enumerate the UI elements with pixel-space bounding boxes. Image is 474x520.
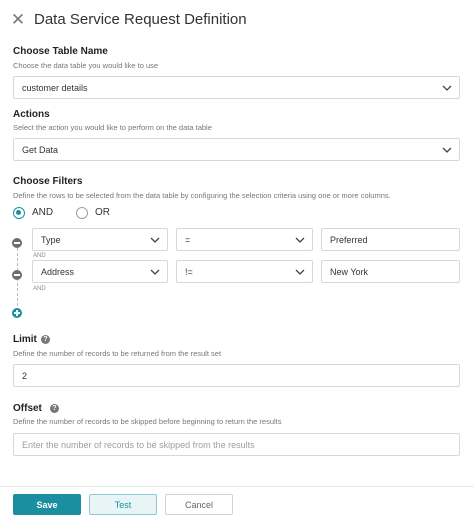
close-icon[interactable]: ✕: [10, 10, 26, 29]
actions-section-title: Actions: [13, 109, 50, 120]
offset-input[interactable]: [13, 433, 460, 456]
chevron-down-icon: [150, 235, 160, 245]
action-select[interactable]: [13, 138, 460, 161]
limit-help-icon[interactable]: ?: [41, 335, 50, 344]
dialog-title: Data Service Request Definition: [34, 11, 247, 28]
table-section-title: Choose Table Name: [13, 46, 108, 57]
chevron-down-icon: [442, 83, 452, 93]
chevron-down-icon: [295, 235, 305, 245]
filter-2-column-select[interactable]: [32, 260, 168, 283]
offset-section-description: Define the number of records to be skipped before beginning to return the results: [13, 417, 282, 426]
filter-1-operator-select[interactable]: [176, 228, 313, 251]
limit-section-description: Define the number of records to be returned from the result set: [13, 349, 222, 358]
filter-2-operator-value: !=: [185, 266, 193, 277]
filters-section-description: Define the rows to be selected from the data table by configuring the selection criteria using one or more columns.: [13, 191, 391, 200]
filter-1-column-select[interactable]: [32, 228, 168, 251]
filter-1-operator-value: =: [185, 234, 191, 245]
save-button[interactable]: Save: [13, 494, 81, 515]
actions-section-description: Select the action you would like to perform on the data table: [13, 123, 212, 132]
chevron-down-icon: [150, 267, 160, 277]
filter-1-connector-label: AND: [33, 253, 46, 259]
or-radio-label: OR: [95, 207, 110, 218]
filter-2-operator-select[interactable]: [176, 260, 313, 283]
table-select-value: customer details: [22, 82, 88, 93]
filter-2-value-input[interactable]: New York: [321, 260, 460, 283]
offset-help-icon[interactable]: ?: [50, 404, 59, 413]
test-button[interactable]: Test: [89, 494, 157, 515]
limit-section-title: Limit: [13, 334, 37, 345]
add-filter-icon[interactable]: [12, 308, 22, 318]
filter-2-connector-label: AND: [33, 286, 46, 292]
offset-section-title: Offset: [13, 403, 42, 414]
action-select-value: Get Data: [22, 144, 59, 155]
table-section-description: Choose the data table you would like to use: [13, 61, 159, 70]
dialog-header: [0, 0, 474, 40]
filter-2-column-value: Address: [41, 266, 75, 277]
cancel-button[interactable]: Cancel: [165, 494, 233, 515]
filters-section-title: Choose Filters: [13, 176, 83, 187]
remove-filter-1-icon[interactable]: [12, 238, 22, 248]
or-radio[interactable]: [76, 207, 88, 219]
remove-filter-2-icon[interactable]: [12, 270, 22, 280]
and-radio-label: AND: [32, 207, 54, 218]
filter-1-column-value: Type: [41, 234, 61, 245]
filter-1-value-input[interactable]: Preferred: [321, 228, 460, 251]
chevron-down-icon: [295, 267, 305, 277]
limit-input[interactable]: 2: [13, 364, 460, 387]
footer-divider: [0, 486, 474, 487]
table-select[interactable]: [13, 76, 460, 99]
chevron-down-icon: [442, 145, 452, 155]
offset-input-placeholder: Enter the number of records to be skipped from the results: [22, 439, 255, 450]
and-radio[interactable]: [13, 207, 25, 219]
